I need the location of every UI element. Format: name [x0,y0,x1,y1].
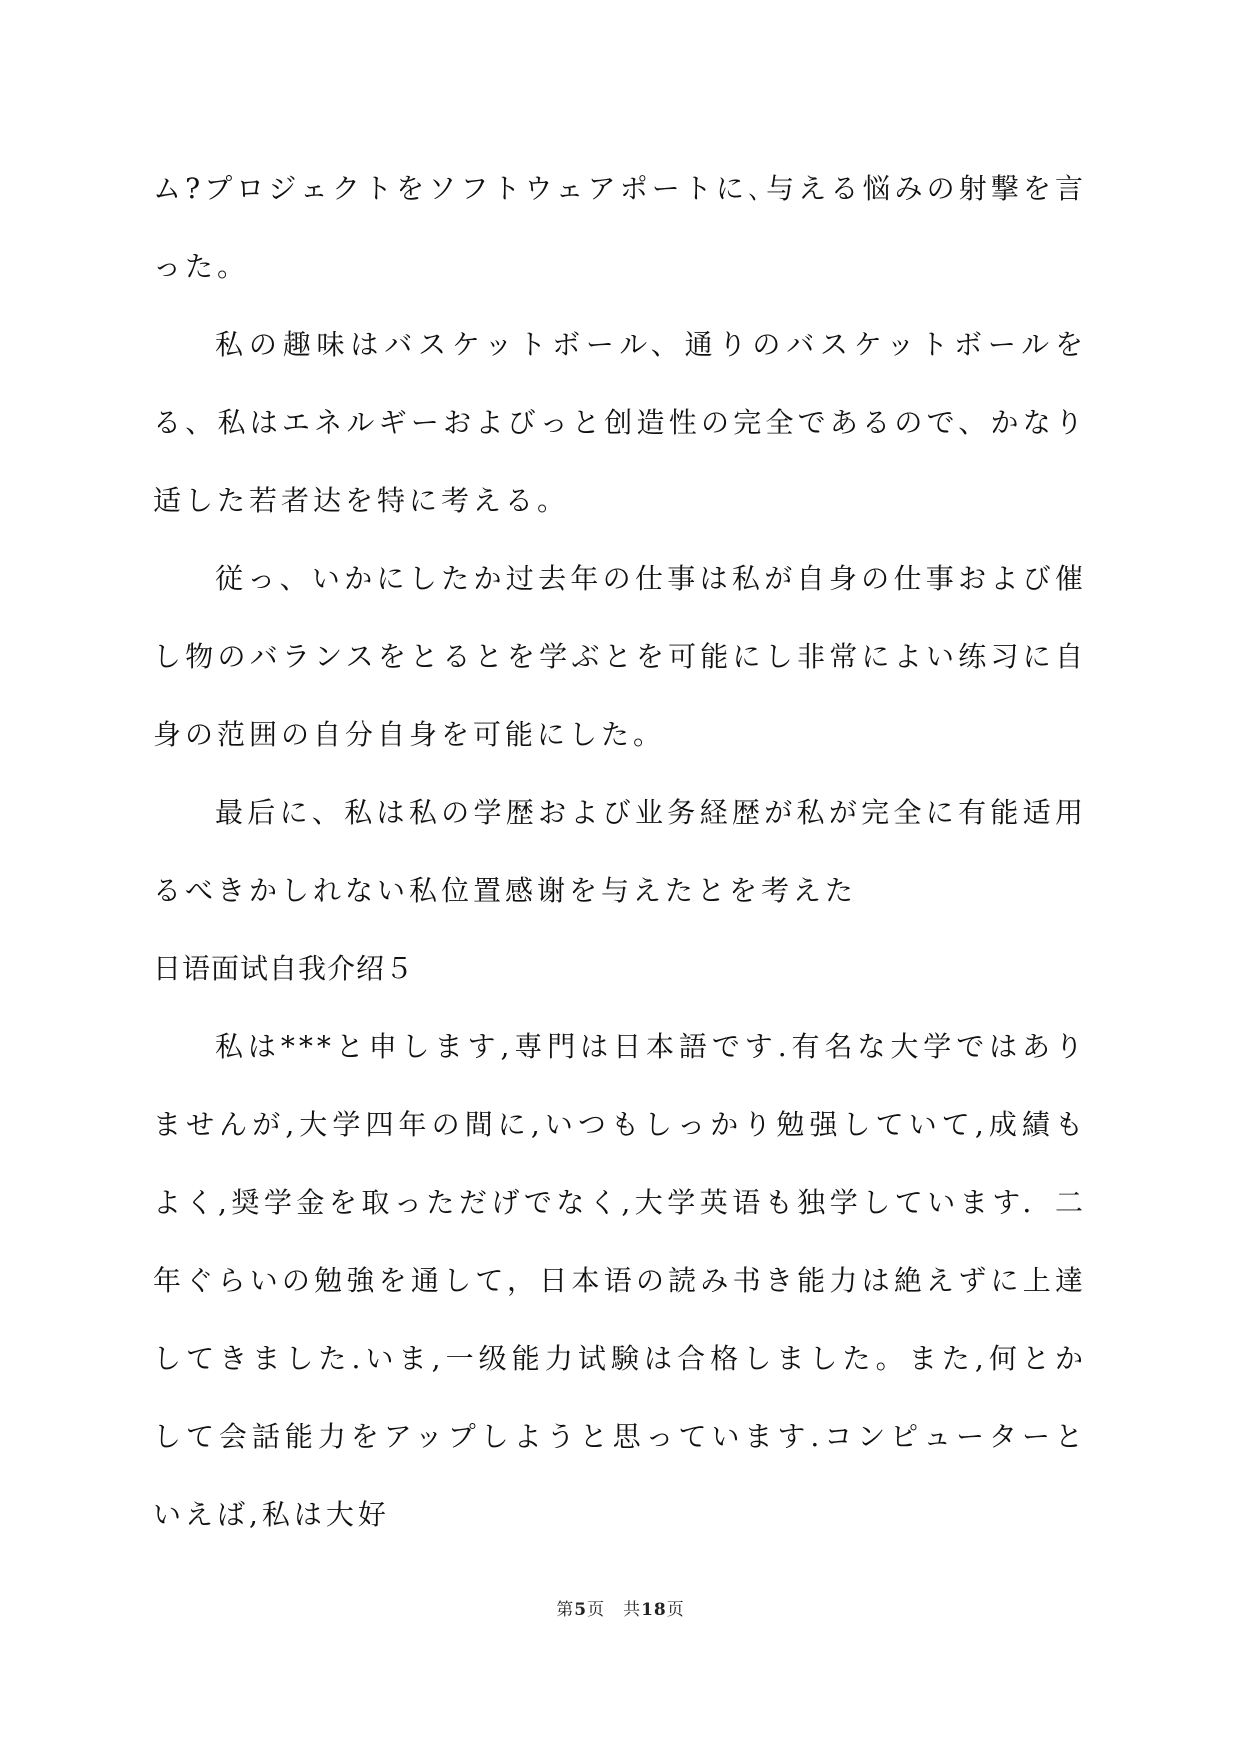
total-pages: 18 [641,1600,667,1620]
document-body [153,150,1087,1554]
paragraph-conclusion: 最后に、私は私の学歴および业务経歴が私が完全に有能适用るべきかしれない私位置感谢を与えたとを考えた [153,796,1087,907]
total-prefix: 共 [623,1600,642,1620]
page-suffix: 页 [587,1600,606,1620]
total-suffix: 页 [666,1600,685,1620]
paragraph-introduction: 私は***と申します,専門は日本語です.有名な大学ではありませんが,大学四年の間に,いつもしっかり勉强していて,成績もよく,奨学金を取っただげでなく,大学英语も独学しています．二年ぐらいの勉強を通して，日本语の読み书き能力は絶えずに上達してきました.いま,一级能力试験は合格しました。また,何とかして会話能力をアップしようと思っています.コンピューターといえば,私は大好 [153,1030,1087,1531]
section-heading: 日语面试自我介绍５ [153,952,415,985]
paragraph-continuation: ム?プロジェクトをソフトウェアポートに､与える悩みの射撃を言った。 [153,172,1087,283]
page-prefix: 第 [556,1600,575,1620]
paragraph-hobby: 私の趣味はバスケットボール、通りのバスケットボールをる、私はエネルギーおよびっと创造性の完全であるので、かなり适した若者达を特に考える。 [153,328,1087,517]
page-number: 5 [574,1600,588,1620]
page-footer [0,1598,1241,1622]
paragraph-work-balance: 従っ、いかにしたか过去年の仕事は私が自身の仕事および催し物のバランスをとるとを学ぶとを可能にし非常によい练习に自身の范囲の自分自身を可能にした。 [153,562,1087,751]
